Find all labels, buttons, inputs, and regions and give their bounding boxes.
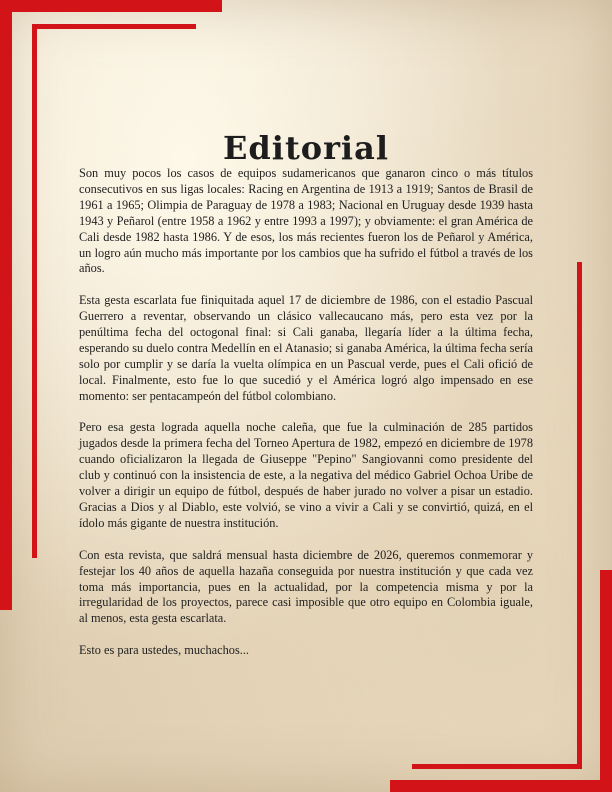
frame-top-left-outer-vertical (0, 0, 12, 610)
frame-top-left-inner-vertical (32, 24, 37, 558)
paragraph-4: Con esta revista, que saldrá mensual hasta diciembre de 2026, queremos conmemorar y festejar los 40 años de aquella hazaña conseguida por nuestra institución y que cada vez toma más importancia, pues en la actualidad, por la competencia misma y por la irregularidad de los proyectos, parece casi imposible que otro equipo en Colombia iguale, al menos, esta gesta escarlata. (79, 547, 533, 626)
frame-bottom-right-inner-vertical (577, 262, 582, 769)
frame-bottom-right-inner-horizontal (412, 764, 582, 769)
paragraph-3: Pero esa gesta lograda aquella noche caleña, que fue la culminación de 285 partidos jugados desde la primera fecha del Torneo Apertura de 1982, empezó en diciembre de 1978 cuando oficializaron la llegada de Giuseppe "Pepino" Sangiovanni como presidente del club y continuó con la insistencia de este, a la negativa del médico Gabriel Ochoa Uribe de volver a dirigir un equipo de fútbol, después de haber jurado no volver a pisar un estadio. Gracias a Dios y al Diablo, este volvió, se vino a vivir a Cali y se convirtió, quizá, en el ídolo más gigante de nuestra institución. (79, 420, 533, 530)
page-title: Editorial (223, 129, 389, 168)
paragraph-5: Esto es para ustedes, muchachos... (79, 643, 250, 658)
frame-bottom-right-outer-vertical (600, 570, 612, 792)
frame-top-left-outer-horizontal (0, 0, 222, 12)
editorial-body (79, 166, 533, 675)
paragraph-1: Son muy pocos los casos de equipos sudamericanos que ganaron cinco o más títulos consecutivos en sus ligas locales: Racing en Argentina de 1913 a 1919; Santos de Brasil de 1961 a 1965; Olimpia de Paraguay de 1978 a 1983; Nacional en Uruguay desde 1939 hasta 1943 y Peñarol (entre 1958 a 1962 y entre 1993 a 1997); y obviamente: el gran América de Cali desde 1982 hasta 1986. Y de esos, los más recientes fueron los de Peñarol y América, un logro aún mucho más importante por los cambios que ha sufrido el fútbol a través de los años. (79, 166, 533, 276)
frame-top-left-inner-horizontal (32, 24, 196, 29)
paragraph-2: Esta gesta escarlata fue finiquitada aquel 17 de diciembre de 1986, con el estadio Pascual Guerrero a reventar, observando un clásico vallecaucano más, pero esta vez por la penúltima fecha del octogonal final: si Cali ganaba, llegaría líder a la última fecha, esperando su duelo contra Medellín en el Atanasio; si ganaba América, la última fecha sería solo por cumplir y se daría la vuelta olímpica en un Pascual verde, pues el Cali ofició de local. Finalmente, esto fue lo que sucedió y el América logró algo impensado en ese momento: ser pentacampeón del fútbol colombiano. (79, 293, 533, 403)
frame-bottom-right-outer-horizontal (390, 780, 612, 792)
